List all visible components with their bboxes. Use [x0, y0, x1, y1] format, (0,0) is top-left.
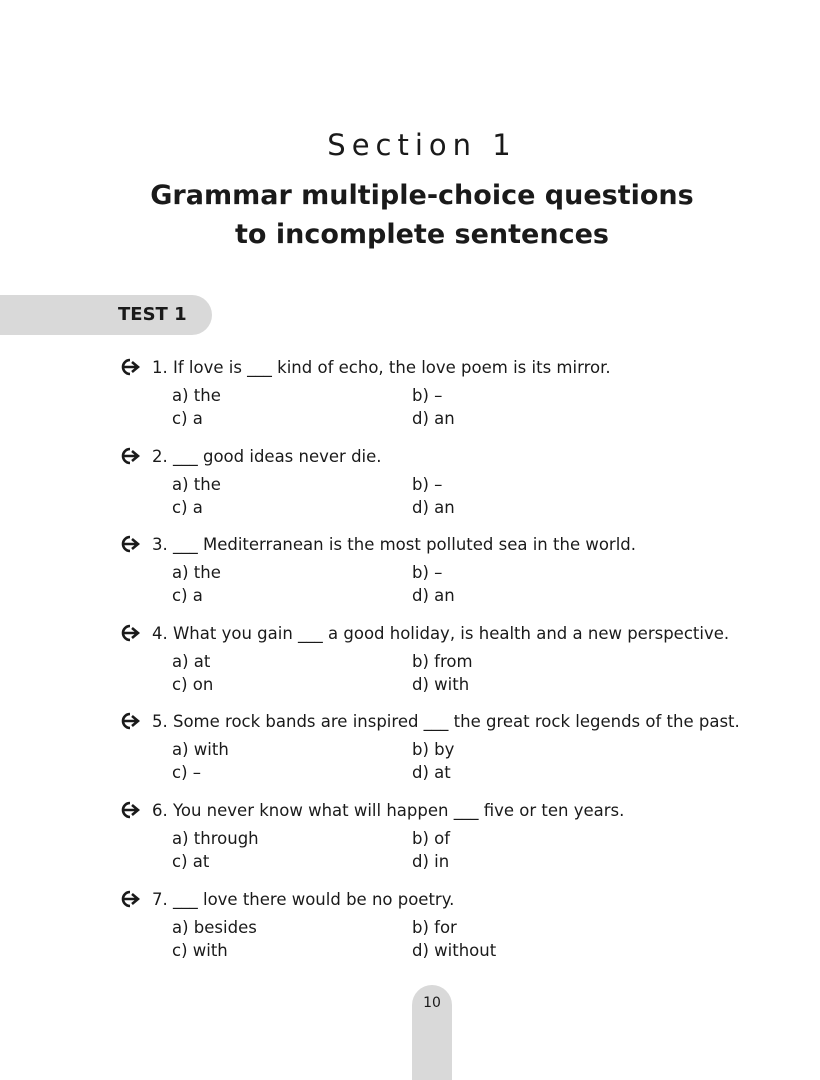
question-7	[0, 886, 820, 975]
question-list	[0, 354, 820, 974]
arrow-right-bullet-icon	[118, 447, 140, 465]
option-c[interactable]: c) a	[172, 409, 203, 428]
option-c[interactable]: c) at	[172, 851, 210, 871]
section-title-line-1: Grammar multiple-choice questions	[150, 180, 694, 211]
page-number-tab	[412, 985, 452, 1080]
question-stem: 4. What you gain ___ a good holiday, is health and a new perspective.	[152, 623, 730, 643]
option-a[interactable]: a) with	[172, 740, 229, 760]
option-d[interactable]: d) an	[412, 586, 455, 606]
option-d[interactable]: d) in	[412, 851, 450, 871]
question-stem: 1. If love is ___ kind of echo, the love poem is its mirror.	[152, 358, 611, 377]
option-d[interactable]: d) at	[412, 763, 451, 783]
option-d[interactable]: d) without	[412, 940, 497, 960]
question-4	[0, 620, 820, 709]
option-a[interactable]: a) at	[172, 651, 211, 671]
arrow-right-bullet-icon	[118, 535, 140, 553]
arrow-right-bullet-icon	[118, 801, 140, 819]
option-d[interactable]: d) an	[412, 409, 455, 428]
section-header	[0, 126, 820, 254]
question-6	[0, 797, 820, 886]
section-label: Section 1	[327, 128, 517, 162]
option-c[interactable]: c) a	[172, 497, 203, 517]
option-c[interactable]: c) with	[172, 940, 228, 960]
arrow-right-bullet-icon	[118, 890, 140, 908]
section-title-line-2: to incomplete sentences	[235, 219, 609, 250]
option-b[interactable]: b) –	[412, 563, 443, 583]
arrow-right-bullet-icon	[118, 624, 140, 642]
option-d[interactable]: d) an	[412, 497, 455, 517]
option-a[interactable]: a) the	[172, 563, 221, 583]
question-1	[0, 354, 820, 443]
option-b[interactable]: b) of	[412, 828, 451, 848]
option-b[interactable]: b) by	[412, 740, 455, 760]
section-title	[0, 176, 820, 254]
question-2	[0, 443, 820, 532]
arrow-right-bullet-icon	[118, 358, 140, 376]
option-c[interactable]: c) on	[172, 674, 214, 694]
question-3	[0, 531, 820, 620]
question-stem: 2. ___ good ideas never die.	[152, 446, 382, 466]
question-stem: 6. You never know what will happen ___ five or ten years.	[152, 800, 625, 820]
option-c[interactable]: c) a	[172, 586, 203, 606]
question-stem: 7. ___ love there would be no poetry.	[152, 889, 455, 909]
option-d[interactable]: d) with	[412, 674, 470, 694]
option-b[interactable]: b) from	[412, 651, 473, 671]
arrow-right-bullet-icon	[118, 712, 140, 730]
option-a[interactable]: a) besides	[172, 917, 257, 937]
option-b[interactable]: b) for	[412, 917, 457, 937]
test-tab	[0, 295, 212, 335]
option-c[interactable]: c) –	[172, 763, 202, 783]
option-a[interactable]: a) the	[172, 386, 221, 405]
question-stem: 3. ___ Mediterranean is the most polluted sea in the world.	[152, 535, 637, 555]
option-b[interactable]: b) –	[412, 474, 443, 494]
option-b[interactable]: b) –	[412, 386, 443, 405]
option-a[interactable]: a) through	[172, 828, 259, 848]
page-number: 10	[423, 995, 441, 1011]
question-stem: 5. Some rock bands are inspired ___ the great rock legends of the past.	[152, 712, 740, 732]
question-5	[0, 708, 820, 797]
test-label: TEST 1	[118, 304, 187, 325]
option-a[interactable]: a) the	[172, 474, 221, 494]
